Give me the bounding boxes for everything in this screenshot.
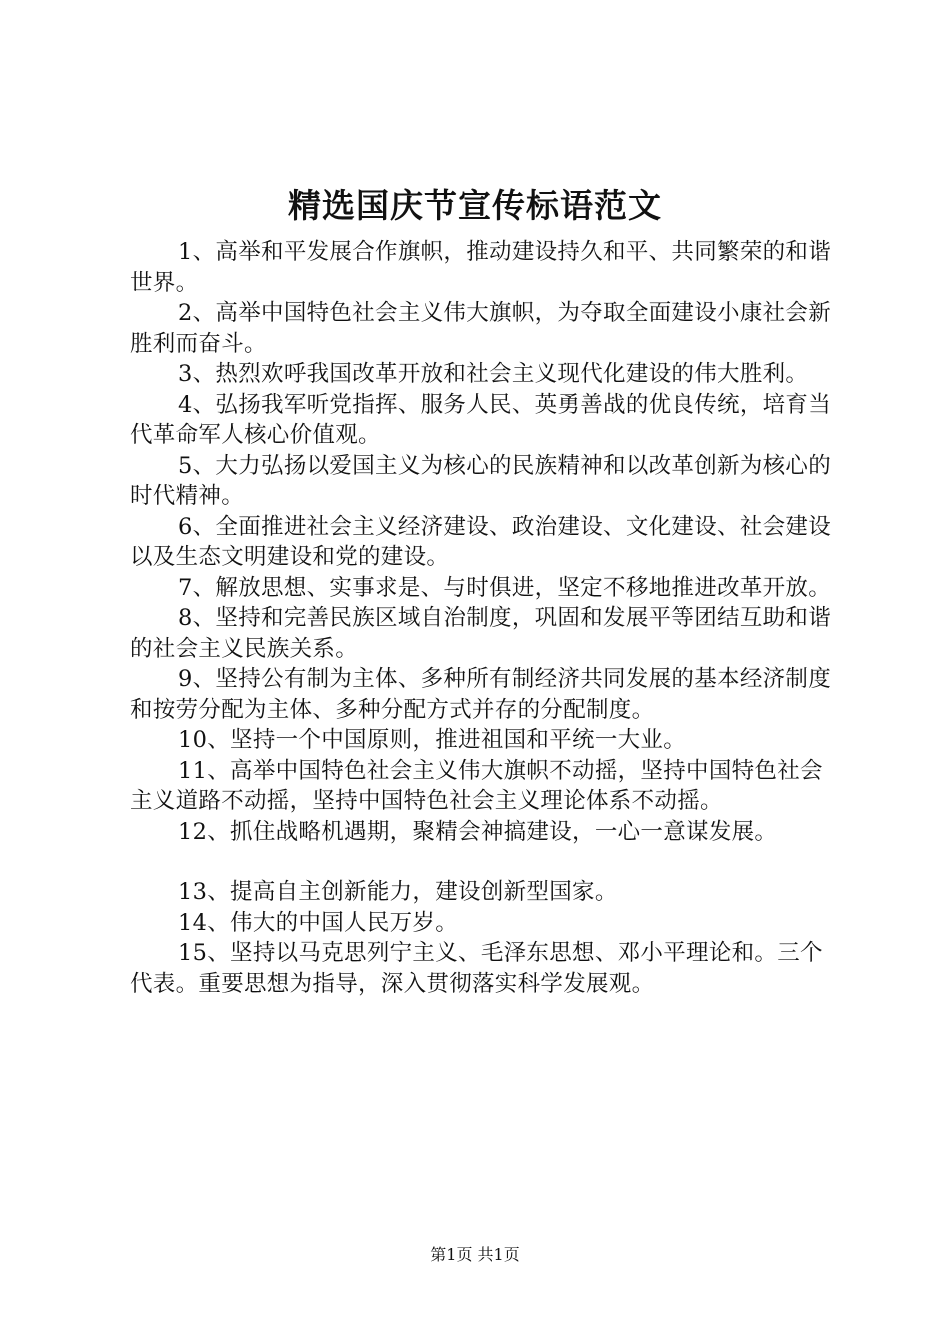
slogan-item: 10、坚持一个中国原则，推进祖国和平统一大业。 — [178, 727, 687, 753]
slogan-item: 4、弘扬我军听党指挥、服务人民、英勇善战的优良传统，培育当代革命军人核心价值观。 — [130, 391, 832, 448]
slogan-item: 11、高举中国特色社会主义伟大旗帜不动摇，坚持中国特色社会主义道路不动摇，坚持中国特色社会主义理论体系不动摇。 — [130, 757, 823, 814]
slogan-item: 13、提高自主创新能力，建设创新型国家。 — [178, 879, 618, 905]
slogan-item: 15、坚持以马克思列宁主义、毛泽东思想、邓小平理论和。三个代表。重要思想为指导，深入贯彻落实科学发展观。 — [130, 940, 823, 997]
slogan-list — [130, 237, 836, 999]
page-title: 精选国庆节宣传标语范文 — [288, 186, 662, 225]
slogan-item: 14、伟大的中国人民万岁。 — [178, 909, 459, 936]
slogan-item: 3、热烈欢呼我国改革开放和社会主义现代化建设的伟大胜利。 — [178, 361, 809, 387]
slogan-item: 6、全面推进社会主义经济建设、政治建设、文化建设、社会建设以及生态文明建设和党的建设。 — [130, 513, 832, 570]
slogan-item: 7、解放思想、实事求是、与时俱进，坚定不移地推进改革开放。 — [178, 574, 832, 601]
slogan-item: 8、坚持和完善民族区域自治制度，巩固和发展平等团结互助和谐的社会主义民族关系。 — [130, 605, 832, 662]
slogan-item: 5、大力弘扬以爱国主义为核心的民族精神和以改革创新为核心的时代精神。 — [130, 452, 832, 509]
slogan-item: 12、抓住战略机遇期，聚精会神搞建设，一心一意谋发展。 — [178, 818, 778, 845]
slogan-item: 9、坚持公有制为主体、多种所有制经济共同发展的基本经济制度和按劳分配为主体、多种分配方式并存的分配制度。 — [130, 666, 832, 723]
slogan-item: 2、高举中国特色社会主义伟大旗帜，为夺取全面建设小康社会新胜利而奋斗。 — [130, 300, 832, 357]
page-footer: 第1页 共1页 — [430, 1245, 520, 1264]
slogan-item: 1、高举和平发展合作旗帜，推动建设持久和平、共同繁荣的和谐世界。 — [130, 239, 832, 296]
